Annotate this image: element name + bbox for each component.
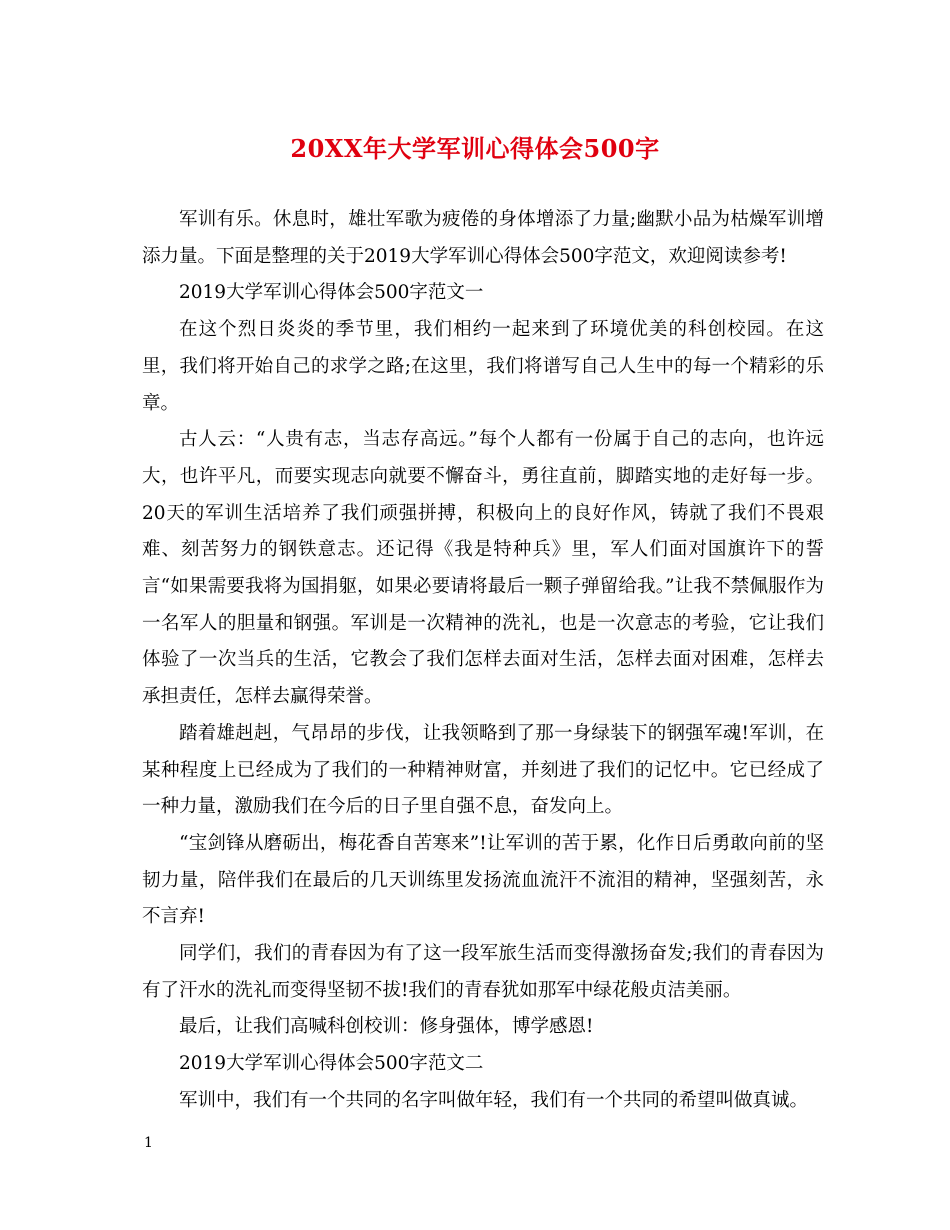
document-title: 20XX年大学军训心得体会500字 <box>290 134 660 163</box>
paragraph: 同学们，我们的青春因为有了这一段军旅生活而变得激扬奋发;我们的青春因为有了汗水的洗礼而变得坚韧不拔!我们的青春犹如那军中绿花般贞洁美丽。 <box>142 943 824 1001</box>
paragraph: “宝剑锋从磨砺出，梅花香自苦寒来”!让军训的苦于累，化作日后勇敢向前的坚韧力量，陪伴我们在最后的几天训练里发扬流血流汗不流泪的精神，坚强刻苦，永不言弃! <box>142 832 824 928</box>
section-heading-2: 2019大学军训心得体会500字范文二 <box>179 1053 484 1075</box>
paragraph: 最后，让我们高喊科创校训：修身强体，博学感恩! <box>179 1016 594 1038</box>
section-heading-1: 2019大学军训心得体会500字范文一 <box>179 282 484 304</box>
document-body <box>142 202 824 1120</box>
paragraph: 军训中，我们有一个共同的名字叫做年轻，我们有一个共同的希望叫做真诚。 <box>179 1089 809 1111</box>
paragraph: 在这个烈日炎炎的季节里，我们相约一起来到了环境优美的科创校园。在这里，我们将开始自己的求学之路;在这里，我们将谱写自己人生中的每一个精彩的乐章。 <box>142 319 824 414</box>
paragraph: 踏着雄赳赳，气昂昂的步伐，让我领略到了那一身绿装下的钢强军魂!军训，在某种程度上已经成为了我们的一种精神财富，并刻进了我们的记忆中。它已经成了一种力量，激励我们在今后的日子里自强不息，奋发向上。 <box>142 722 824 818</box>
paragraph: 古人云：“人贵有志，当志存高远。”每个人都有一份属于自己的志向，也许远大，也许平凡，而要实现志向就要不懈奋斗，勇往直前，脚踏实地的走好每一步。20天的军训生活培养了我们顽强拼搏，积极向上的良好作风，铸就了我们不畏艰难、刻苦努力的钢铁意志。还记得《我是特种兵》里，军人们面对国旗许下的誓言“如果需要我将为国捐躯，如果必要请将最后一颗子弹留给我。”让我不禁佩服作为一名军人的胆量和钢强。军训是一次精神的洗礼，也是一次意志的考验，它让我们体验了一次当兵的生活，它教会了我们怎样去面对生活，怎样去面对困难，怎样去承担责任，怎样去赢得荣誉。 <box>142 429 824 708</box>
page-number: 1 <box>144 1135 153 1151</box>
paragraph-intro: 军训有乐。休息时，雄壮军歌为疲倦的身体增添了力量;幽默小品为枯燥军训增添力量。下面是整理的关于2019大学军训心得体会500字范文，欢迎阅读参考! <box>142 209 824 267</box>
